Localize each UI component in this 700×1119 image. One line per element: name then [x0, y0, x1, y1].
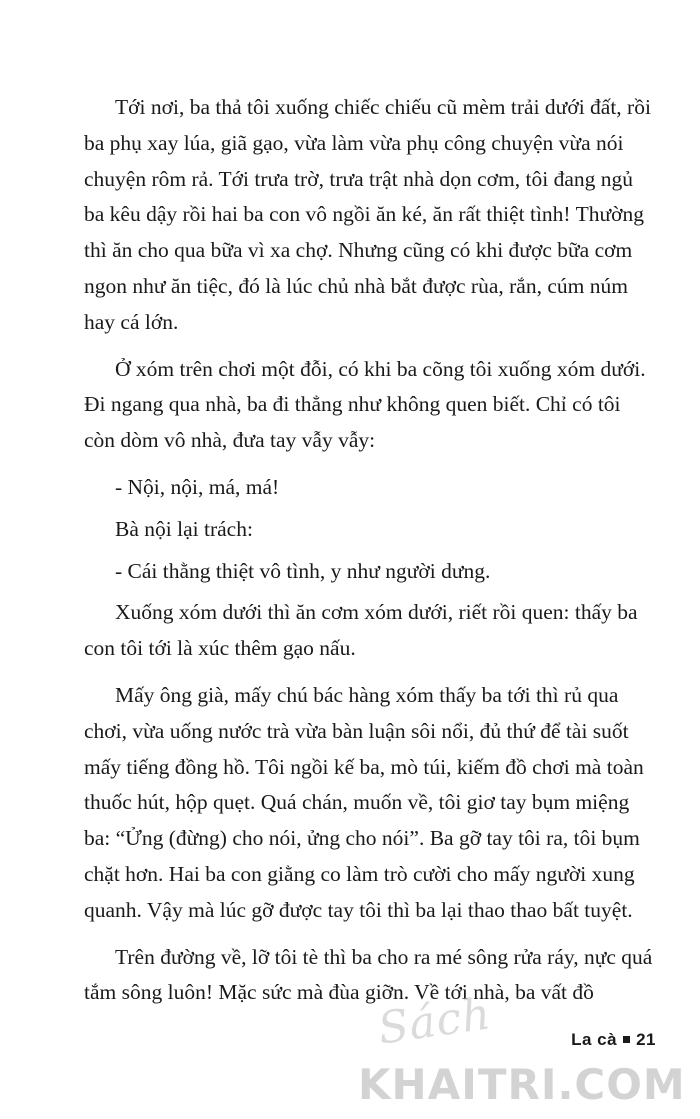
page-body: [84, 90, 656, 1022]
paragraph: Mấy ông già, mấy chú bác hàng xóm thấy ba tới thì rủ qua chơi, vừa uống nước trà vừa bàn luận sôi nổi, đủ thứ để tài suốt mấy tiếng đồng hồ. Tôi ngồi kế ba, mò túi, kiếm đồ chơi mà toàn thuốc hút, hộp quẹt. Quá chán, muốn về, tôi giơ tay bụm miệng ba: “Ửng (đừng) cho nói, ửng cho nói”. Ba gỡ tay tôi ra, tôi bụm chặt hơn. Hai ba con giằng co làm trò cười cho mấy người xung quanh. Vậy mà lúc gỡ được tay tôi thì ba lại thao thao bất tuyệt.: [84, 682, 644, 922]
paragraph: Bà nội lại trách:: [115, 516, 253, 541]
dialogue-line: - Nội, nội, má, má!: [115, 474, 280, 499]
paragraph: Ở xóm trên chơi một đỗi, có khi ba cõng tôi xuống xóm dưới. Đi ngang qua nhà, ba đi thẳng như không quen biết. Chỉ có tôi còn dòm vô nhà, đưa tay vẫy vẫy:: [84, 356, 646, 453]
watermark-brand: KHAITRI.COM: [358, 1060, 686, 1109]
watermark-script: Sách: [375, 988, 495, 1055]
paragraph: Trên đường về, lỡ tôi tè thì ba cho ra mé sông rửa ráy, nực quá tắm sông luôn! Mặc sức mà đùa giỡn. Về tới nhà, ba vất đồ: [84, 944, 653, 1005]
book-title: La cà: [571, 1030, 618, 1049]
running-footer: [571, 1030, 656, 1050]
paragraph: Xuống xóm dưới thì ăn cơm xóm dưới, riết rồi quen: thấy ba con tôi tới là xúc thêm gạo nấu.: [84, 600, 638, 661]
separator-square-icon: [623, 1036, 630, 1043]
dialogue-line: - Cái thằng thiệt vô tình, y như người dưng.: [115, 558, 491, 583]
paragraph: Tới nơi, ba thả tôi xuống chiếc chiếu cũ mèm trải dưới đất, rồi ba phụ xay lúa, giã gạo, vừa làm vừa phụ công chuyện vừa nói chuyện rôm rả. Tới trưa trờ, trưa trật nhà dọn cơm, tôi đang ngủ ba kêu dậy rồi hai ba con vô ngồi ăn ké, ăn rất thiệt tình! Thường thì ăn cho qua bữa vì xa chợ. Nhưng cũng có khi được bữa cơm ngon như ăn tiệc, đó là lúc chủ nhà bắt được rùa, rắn, cúm núm hay cá lớn.: [84, 95, 651, 334]
page-number: 21: [636, 1030, 656, 1049]
